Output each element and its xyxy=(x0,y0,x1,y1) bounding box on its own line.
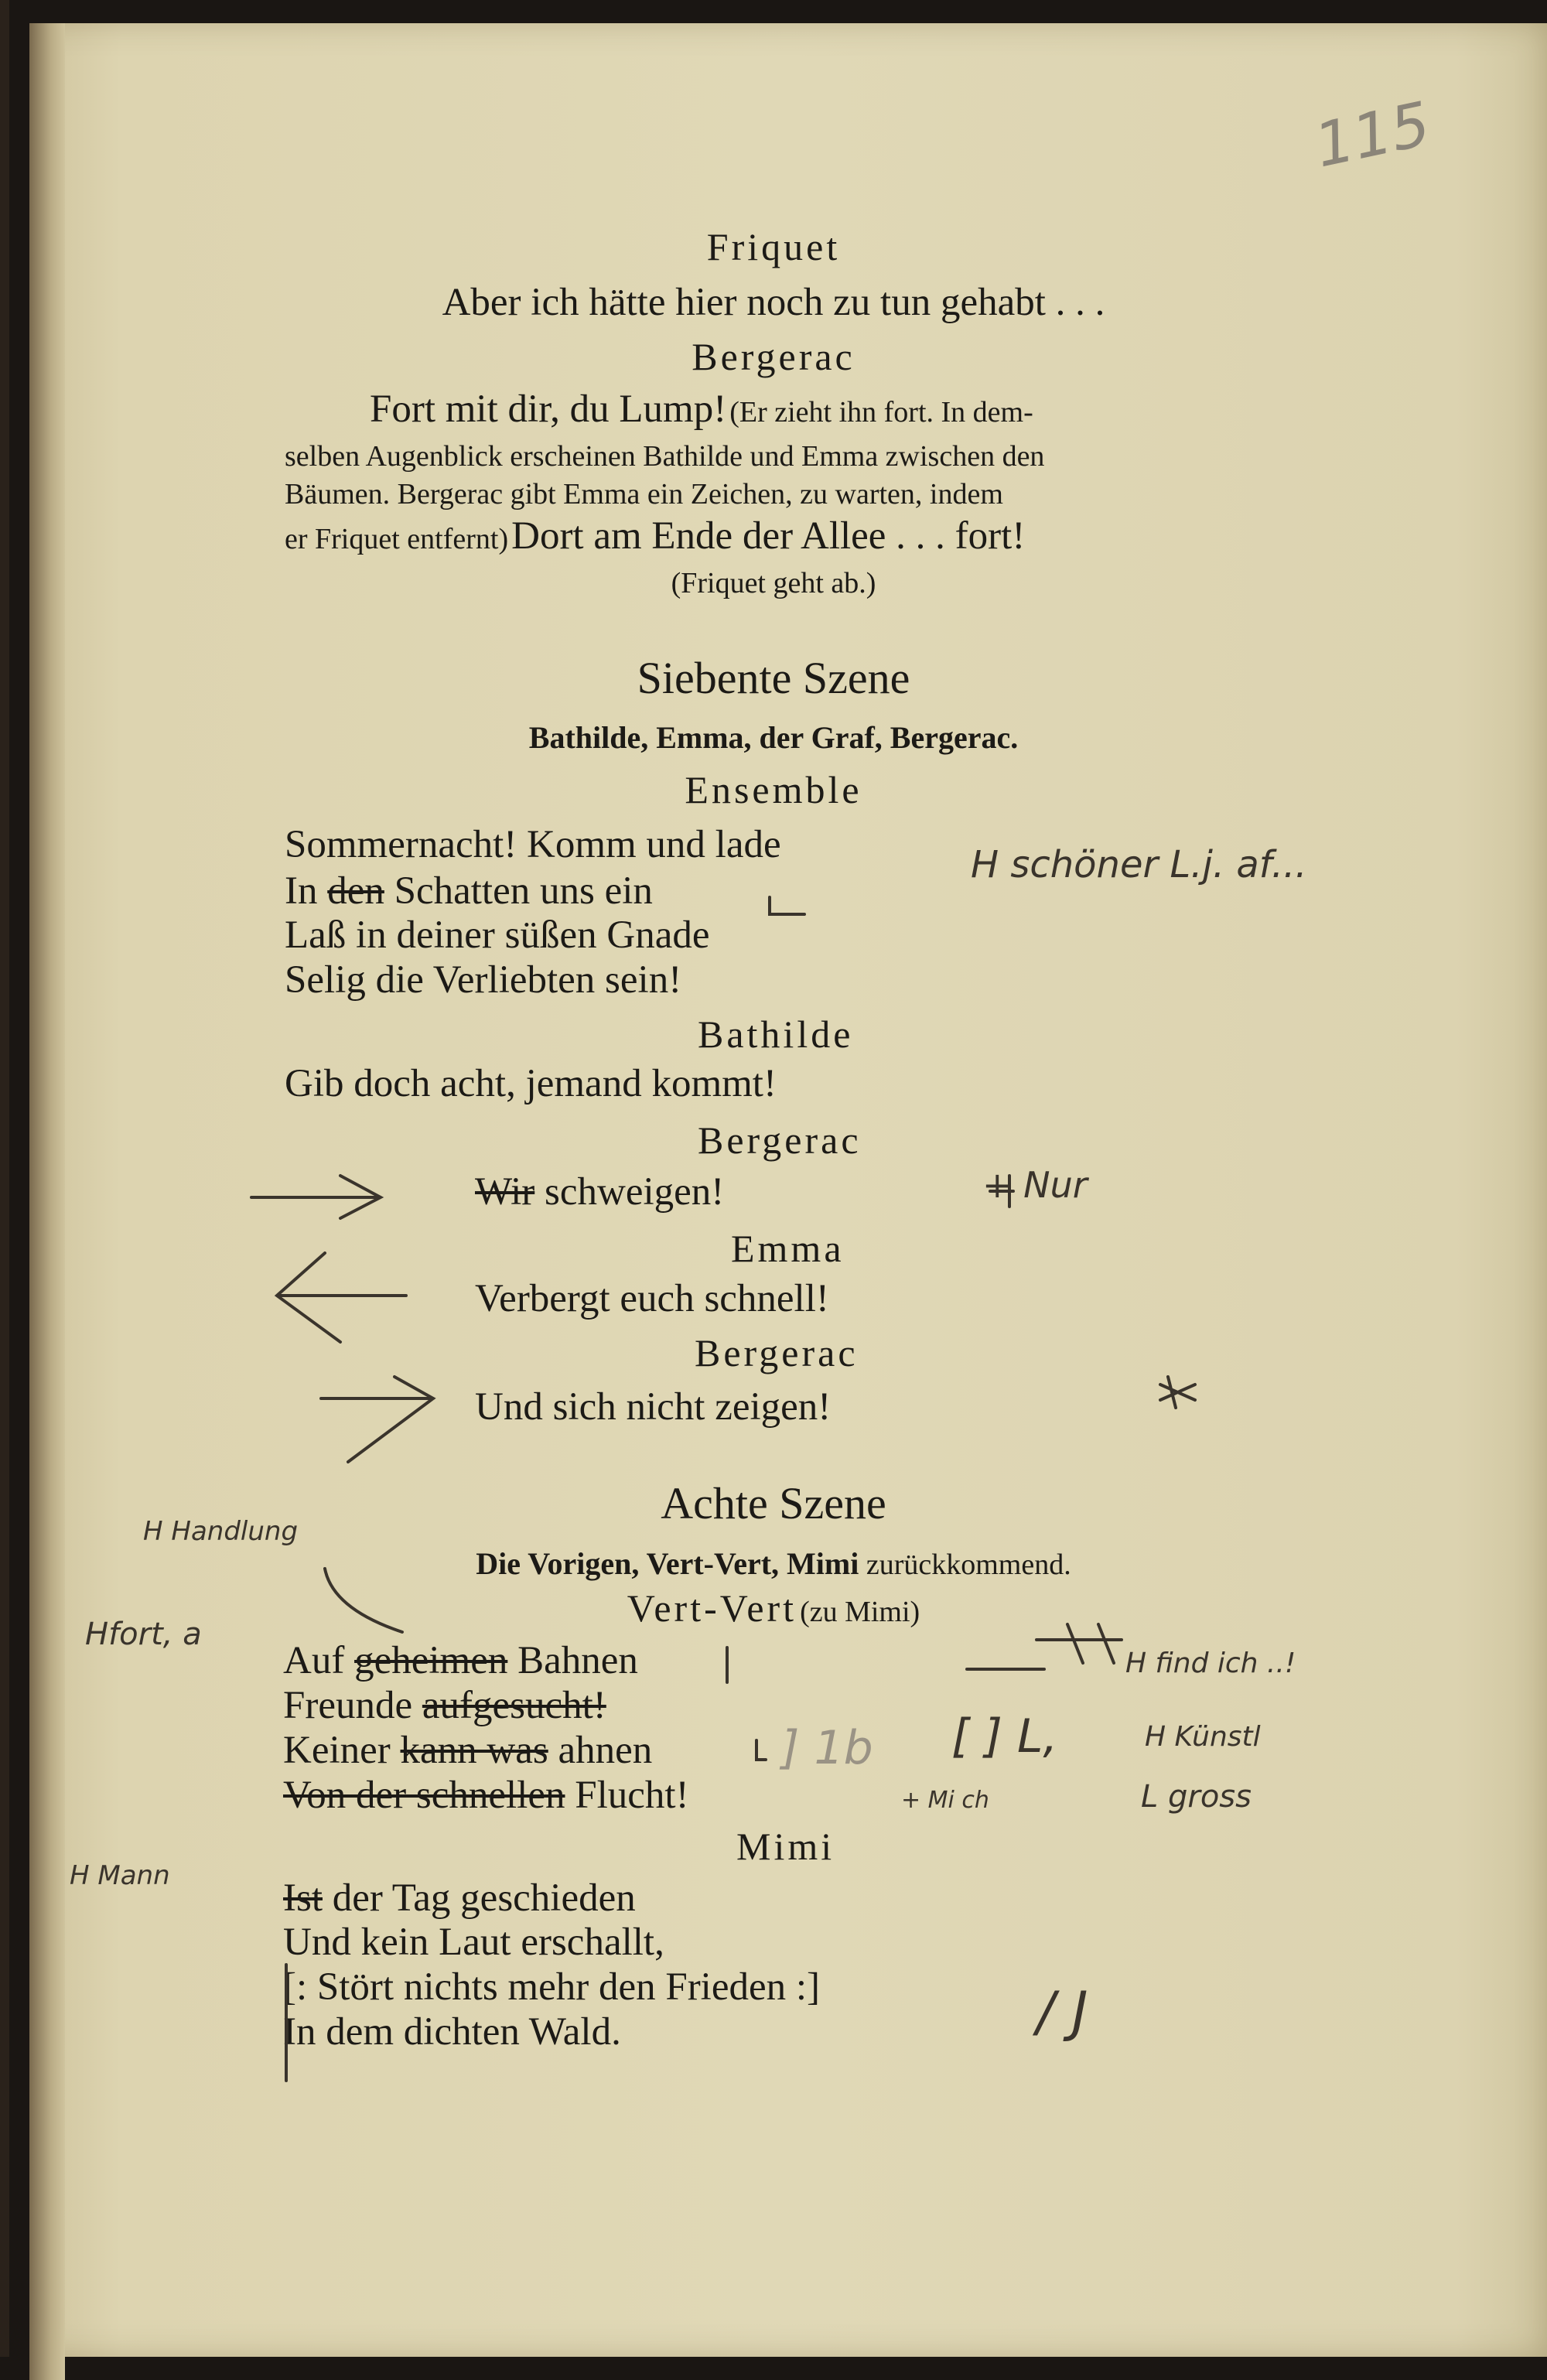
verse-text: In xyxy=(285,869,328,913)
verse-line: Und sich nicht zeigen! xyxy=(475,1385,832,1429)
verse-text: ahnen xyxy=(548,1729,653,1772)
arrow-right-icon xyxy=(321,1377,433,1462)
speaker-name: Vert-Vert xyxy=(627,1586,797,1630)
speaker-friquet: Friquet xyxy=(706,225,841,268)
verse-line: In dem dichten Wald. xyxy=(283,2010,621,2054)
verse-text: Schatten uns ein xyxy=(384,869,653,913)
bracket-mark xyxy=(727,1648,766,1760)
arrow-right-icon xyxy=(251,1176,381,1218)
handwritten-note: H Handlung xyxy=(143,1516,299,1547)
speaker-ensemble: Ensemble xyxy=(685,768,862,811)
struck-text: kann was xyxy=(400,1729,548,1772)
verse-text: Keiner xyxy=(283,1729,401,1772)
line-friquet: Aber ich hätte hier noch zu tun gehabt . . . xyxy=(442,281,1105,324)
handwritten-note: + Mi ch xyxy=(901,1787,989,1814)
struck-text: Wir xyxy=(475,1170,535,1214)
handwritten-note: ] 1b xyxy=(781,1721,873,1775)
stage-direction-exit: (Friquet geht ab.) xyxy=(671,567,876,599)
handwritten-note: Hfort, a xyxy=(85,1617,202,1652)
handwritten-note: H Künstl xyxy=(1145,1721,1261,1753)
verse-text: schweigen! xyxy=(534,1170,725,1214)
scribble-mark xyxy=(990,1176,1013,1207)
handwritten-note: H schöner L.j. af... xyxy=(971,843,1307,886)
cast-bold: Die Vorigen, Vert-Vert, Mimi xyxy=(476,1546,859,1581)
bracket-mark xyxy=(770,897,804,914)
verse-line: Sommernacht! Komm und lade xyxy=(285,823,781,866)
arrow-left-icon xyxy=(277,1253,406,1342)
verse-text: Flucht! xyxy=(565,1774,689,1817)
handwritten-note: + Nur xyxy=(982,1164,1088,1206)
curve-mark xyxy=(325,1569,402,1632)
verse-line: Gib doch acht, jemand kommt! xyxy=(285,1062,777,1105)
verse-line: [: Stört nichts mehr den Frieden :] xyxy=(283,1965,821,2009)
scene-7-cast: Bathilde, Emma, der Graf, Bergerac. xyxy=(528,720,1019,755)
scribble-mark xyxy=(1160,1377,1195,1408)
handwritten-note: L gross xyxy=(1141,1779,1252,1815)
verse-fort: Fort mit dir, du Lump! xyxy=(370,388,727,431)
verse-text: der Tag geschieden xyxy=(323,1876,636,1920)
direction-text-d: er Friquet entfernt) xyxy=(285,523,509,555)
verse-dort: Dort am Ende der Allee . . . fort! xyxy=(511,514,1026,558)
speaker-emma: Emma xyxy=(731,1227,845,1270)
struck-text: aufgesucht! xyxy=(422,1684,606,1727)
struck-text: Ist xyxy=(283,1876,323,1920)
speaker-direction: (zu Mimi) xyxy=(800,1596,920,1628)
speaker-bergerac: Bergerac xyxy=(698,1118,862,1162)
verse-text: Bahnen xyxy=(507,1639,638,1682)
struck-text: Von der schnellen xyxy=(283,1774,565,1817)
struck-text: geheimen xyxy=(354,1639,508,1682)
verse-text: Auf xyxy=(283,1639,355,1682)
scribble-mark xyxy=(1036,1624,1122,1663)
speaker-mimi: Mimi xyxy=(736,1825,835,1868)
speaker-bergerac: Bergerac xyxy=(692,335,855,378)
verse-line: Und kein Laut erschallt, xyxy=(283,1921,664,1964)
scene-8-title: Achte Szene xyxy=(661,1478,886,1528)
verse-line: Laß in deiner süßen Gnade xyxy=(285,913,710,957)
speaker-bergerac: Bergerac xyxy=(695,1331,859,1374)
verse-line: Verbergt euch schnell! xyxy=(475,1277,829,1320)
handwritten-note: H Mann xyxy=(70,1860,170,1891)
speaker-bathilde: Bathilde xyxy=(698,1012,854,1056)
handwritten-note: [ ] L, xyxy=(951,1709,1058,1764)
scene-7-title: Siebente Szene xyxy=(637,653,910,703)
verse-text: Freunde xyxy=(283,1684,422,1727)
cast-direction: zurückkommend. xyxy=(859,1549,1071,1581)
page-number: 115 xyxy=(1309,89,1436,182)
struck-text: den xyxy=(327,869,384,913)
verse-line: Selig die Verliebten sein! xyxy=(285,958,682,1002)
stage-direction-line-3: Bäumen. Bergerac gibt Emma ein Zeichen, zu warten, indem xyxy=(285,478,1003,510)
handwritten-note: / J xyxy=(1036,1980,1088,2044)
direction-text-a: (Er zieht ihn fort. In dem- xyxy=(729,396,1033,429)
stage-direction-line-2: selben Augenblick erscheinen Bathilde und Emma zwischen den xyxy=(285,440,1045,473)
handwritten-note: H find ich ..! xyxy=(1125,1648,1296,1679)
